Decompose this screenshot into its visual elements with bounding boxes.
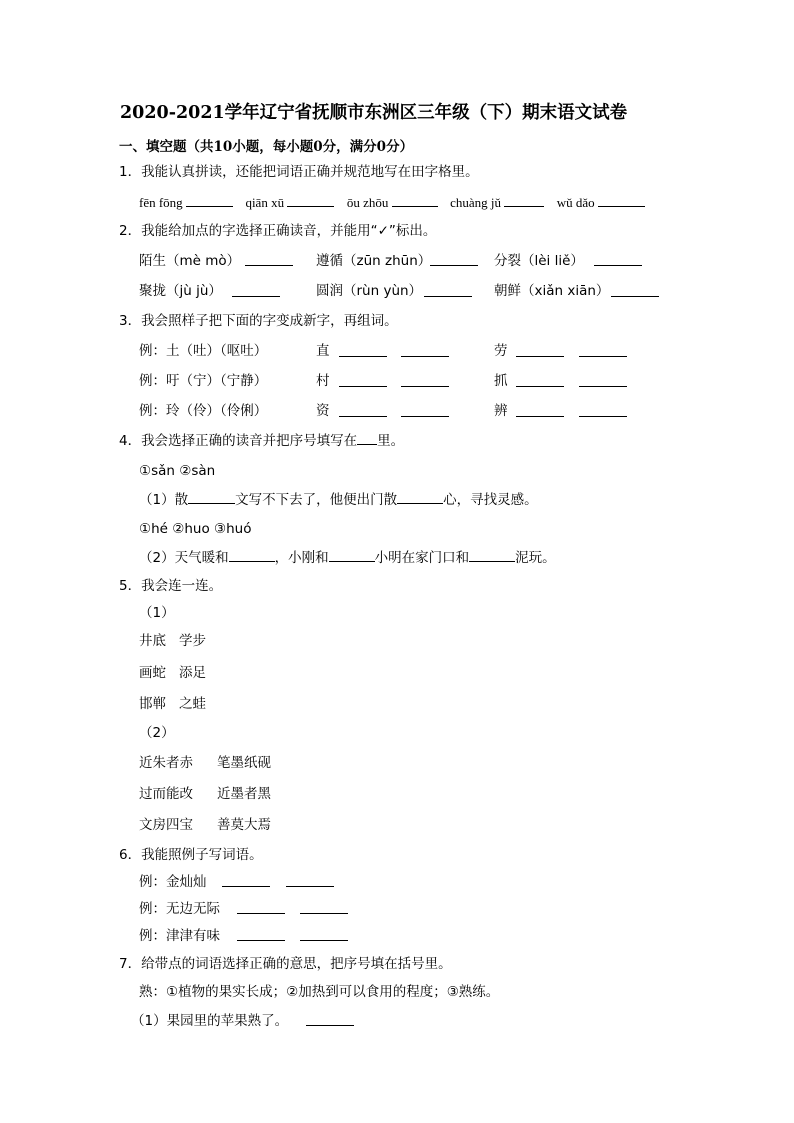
q3-char: 抓 bbox=[494, 373, 508, 389]
match-left[interactable]: 过而能改 bbox=[139, 786, 193, 802]
q4-text: （1）散 bbox=[139, 492, 189, 508]
q4-sentence-2 bbox=[139, 549, 556, 567]
q5-part-label: （2） bbox=[139, 725, 175, 741]
answer-blank[interactable] bbox=[245, 265, 293, 266]
answer-blank[interactable] bbox=[594, 265, 642, 266]
q4-options-2: ①hé ②huo ③huó bbox=[139, 521, 252, 537]
q6-example: 例：无边无际 bbox=[139, 901, 220, 917]
answer-blank[interactable] bbox=[397, 491, 443, 504]
match-right[interactable]: 笔墨纸砚 bbox=[217, 755, 271, 771]
answer-blank[interactable] bbox=[222, 886, 270, 887]
answer-blank[interactable] bbox=[516, 356, 564, 357]
pinyin-2: qiān xū bbox=[245, 195, 285, 210]
answer-blank[interactable] bbox=[401, 356, 449, 357]
answer-blank[interactable] bbox=[300, 940, 348, 941]
answer-blank[interactable] bbox=[232, 296, 280, 297]
q3-char: 辨 bbox=[494, 403, 508, 419]
question-4-stem bbox=[119, 432, 404, 450]
q5-part-label: （1） bbox=[139, 605, 175, 621]
answer-blank[interactable] bbox=[516, 416, 564, 417]
question-3-stem: 3．我会照样子把下面的字变成新字，再组词。 bbox=[119, 313, 398, 329]
match-left[interactable]: 邯郸 bbox=[139, 696, 166, 712]
answer-blank[interactable] bbox=[504, 194, 544, 207]
pinyin-4: chuàng jǔ bbox=[450, 195, 502, 210]
answer-blank[interactable] bbox=[300, 913, 348, 914]
answer-blank[interactable] bbox=[579, 386, 627, 387]
question-7-stem: 7．给带点的词语选择正确的意思，把序号填在括号里。 bbox=[119, 956, 452, 972]
match-right[interactable]: 善莫大焉 bbox=[217, 817, 271, 833]
q2-item: 遵循（zūn zhūn） bbox=[316, 253, 432, 269]
answer-blank[interactable] bbox=[598, 194, 645, 207]
answer-blank[interactable] bbox=[401, 386, 449, 387]
pinyin-1: fēn fōng bbox=[139, 195, 183, 210]
answer-blank[interactable] bbox=[237, 913, 285, 914]
q4-text: ，小刚和 bbox=[274, 550, 329, 566]
q2-item: 陌生（mè mò） bbox=[139, 253, 241, 269]
q4-options-1: ①sǎn ②sàn bbox=[139, 463, 216, 479]
answer-blank[interactable] bbox=[392, 194, 438, 207]
answer-blank[interactable] bbox=[469, 549, 515, 562]
answer-blank[interactable] bbox=[339, 386, 387, 387]
match-left[interactable]: 井底 bbox=[139, 633, 166, 649]
q3-char: 资 bbox=[316, 403, 330, 419]
answer-blank[interactable] bbox=[611, 296, 659, 297]
q2-item: 分裂（lèi liě） bbox=[494, 253, 584, 269]
q4-text: （2）天气暖和 bbox=[139, 550, 229, 566]
answer-blank[interactable] bbox=[516, 386, 564, 387]
q6-example: 例：金灿灿 bbox=[139, 874, 207, 890]
answer-blank[interactable] bbox=[401, 416, 449, 417]
question-6-stem: 6．我能照例子写词语。 bbox=[119, 847, 263, 863]
match-right[interactable]: 之蛙 bbox=[179, 696, 206, 712]
q7-sentence-1: （1）果园里的苹果熟了。 bbox=[131, 1013, 289, 1029]
q3-char: 劳 bbox=[494, 343, 508, 359]
answer-blank[interactable] bbox=[186, 194, 233, 207]
answer-blank[interactable] bbox=[286, 886, 334, 887]
answer-blank[interactable] bbox=[430, 265, 478, 266]
match-right[interactable]: 学步 bbox=[179, 633, 206, 649]
q4-text: 小明在家门口和 bbox=[374, 550, 470, 566]
q4-sentence-1 bbox=[139, 491, 538, 509]
question-5-stem: 5．我会连一连。 bbox=[119, 578, 223, 594]
q4-stem-part: 里。 bbox=[377, 433, 405, 449]
answer-blank[interactable] bbox=[229, 549, 275, 562]
match-right[interactable]: 近墨者黑 bbox=[217, 786, 271, 802]
match-right[interactable]: 添足 bbox=[179, 665, 206, 681]
answer-blank[interactable] bbox=[339, 356, 387, 357]
answer-blank[interactable] bbox=[424, 296, 472, 297]
q7-definitions: 熟：①植物的果实长成；②加热到可以食用的程度；③熟练。 bbox=[139, 984, 500, 1000]
question-2-stem: 2．我能给加点的字选择正确读音，并能用“✓”标出。 bbox=[119, 223, 437, 239]
q3-char: 直 bbox=[316, 343, 330, 359]
q2-item: 聚拢（jù jù） bbox=[139, 283, 222, 299]
q4-text: 文写不下去了，他便出门散 bbox=[235, 492, 398, 508]
answer-blank[interactable] bbox=[188, 491, 235, 504]
question-1-stem: 1．我能认真拼读，还能把词语正确并规范地写在田字格里。 bbox=[119, 164, 479, 180]
q3-char: 村 bbox=[316, 373, 330, 389]
pinyin-5: wǔ dǎo bbox=[556, 195, 595, 210]
q2-item: 圆润（rùn yùn） bbox=[316, 283, 423, 299]
match-left[interactable]: 文房四宝 bbox=[139, 817, 193, 833]
answer-blank[interactable] bbox=[329, 549, 375, 562]
answer-blank[interactable] bbox=[306, 1025, 354, 1026]
q3-example: 例：吁（宁）（宁静） bbox=[139, 373, 268, 389]
answer-blank[interactable] bbox=[339, 416, 387, 417]
answer-blank[interactable] bbox=[357, 432, 377, 445]
answer-blank[interactable] bbox=[579, 416, 627, 417]
match-left[interactable]: 画蛇 bbox=[139, 665, 166, 681]
q4-stem-part: 4．我会选择正确的读音并把序号填写在 bbox=[119, 433, 358, 449]
page-title: 2020-2021学年辽宁省抚顺市东洲区三年级（下）期末语文试卷 bbox=[120, 103, 628, 123]
pinyin-3: ōu zhōu bbox=[346, 195, 389, 210]
question-1-pinyin-row bbox=[139, 194, 645, 211]
match-left[interactable]: 近朱者赤 bbox=[139, 755, 193, 771]
q6-example: 例：津津有味 bbox=[139, 928, 220, 944]
q3-example: 例：土（吐）（呕吐） bbox=[139, 343, 268, 359]
q3-example: 例：玲（伶）（伶俐） bbox=[139, 403, 268, 419]
q4-text: 泥玩。 bbox=[515, 550, 556, 566]
q2-item: 朝鲜（xiǎn xiān） bbox=[494, 283, 610, 299]
section-heading: 一、填空题（共10小题，每小题0分，满分0分） bbox=[119, 139, 414, 155]
q4-text: 心，寻找灵感。 bbox=[443, 492, 538, 508]
answer-blank[interactable] bbox=[579, 356, 627, 357]
answer-blank[interactable] bbox=[287, 194, 334, 207]
answer-blank[interactable] bbox=[237, 940, 285, 941]
